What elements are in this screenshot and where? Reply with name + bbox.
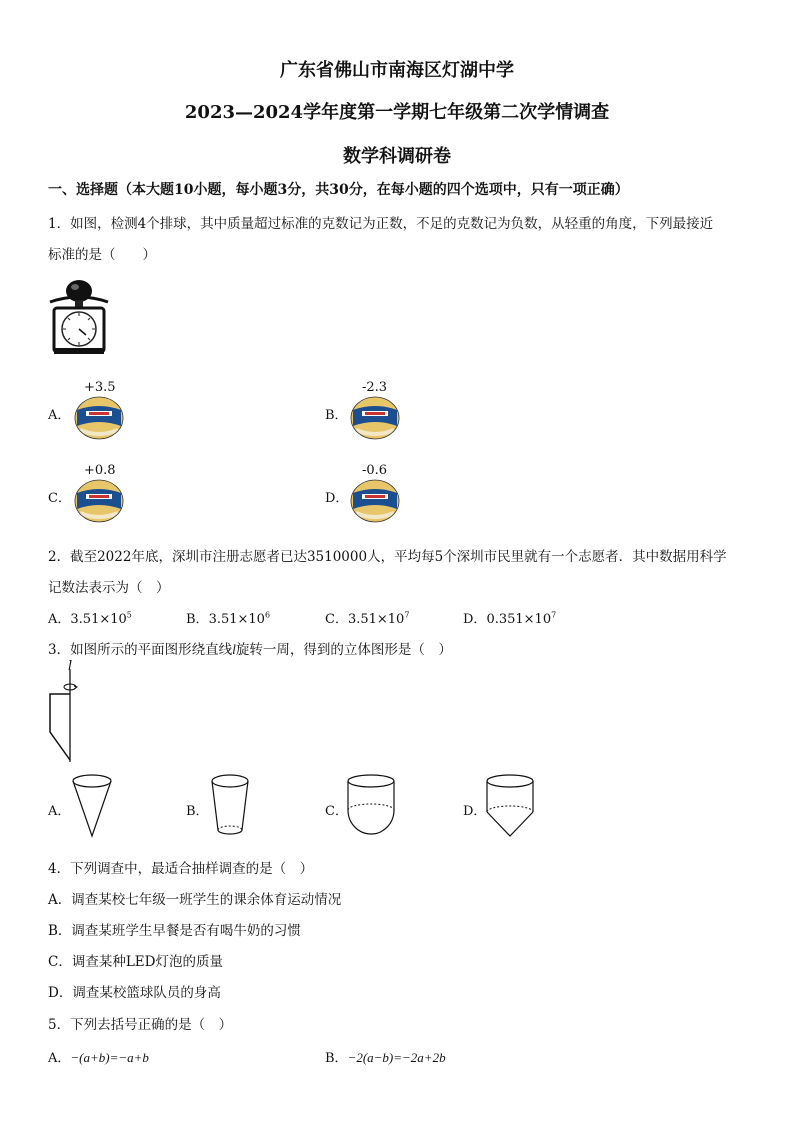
q5-option-a[interactable] [48,1047,149,1066]
q2-option-a-exp: 5 [126,610,132,620]
exam-title-subject: 数学科调研卷 [343,146,451,167]
q2-option-c-base: 3.51×10 [347,612,405,627]
q2-text-cont: 记数法表示为（ ） [48,580,170,596]
section-heading: 一、选择题（本大题10小题，每小题3分，共30分，在每小题的四个选项中，只有一项正确） [48,182,629,198]
scale-image [48,278,110,360]
cone-shape [70,772,114,844]
q2-option-b[interactable] [186,608,270,627]
q2-option-d-letter: D． [463,612,487,627]
q3-option-c-letter[interactable]: C． [325,804,348,819]
q5-option-b[interactable] [325,1047,446,1066]
q2-option-d[interactable] [463,608,556,627]
q1-option-a-letter[interactable]: A． [48,408,71,423]
q2-option-a[interactable] [48,608,132,627]
q2-option-c-exp: 7 [404,610,410,620]
q4-text: 4．下列调查中，最适合抽样调查的是（ ） [48,861,314,877]
q1-option-c-value: +0.8 [84,463,116,478]
axis-label: l [68,659,73,674]
q5-text: 5．下列去括号正确的是（ ） [48,1017,233,1033]
q4-option-d[interactable]: D．调查某校篮球队员的身高 [48,985,221,1001]
q3-option-d-letter[interactable]: D． [463,804,487,819]
q1-option-d-value: -0.6 [362,463,388,478]
q2-option-c-letter: C． [325,612,348,627]
q1-option-d-letter[interactable]: D． [325,491,349,506]
volleyball-icon [350,396,400,440]
q4-option-a[interactable]: A．调查某校七年级一班学生的课余体育运动情况 [48,892,342,908]
q5-option-a-expr: −(a+b)=−a+b [70,1050,149,1065]
q1-text-cont: 标准的是（ ） [48,247,156,263]
q2-option-d-exp: 7 [551,610,557,620]
q2-option-a-base: 3.51×10 [70,612,127,627]
q3-text-post: 旋转一周，得到的立体图形是（ ） [235,642,452,658]
q3-option-b-letter[interactable]: B． [186,804,209,819]
q5-option-a-letter: A． [48,1051,71,1066]
q2-option-a-letter: A． [48,612,71,627]
q2-option-d-base: 0.351×10 [486,612,552,627]
q3-option-a-letter[interactable]: A． [48,804,71,819]
exam-title-term: 2023—2024学年度第一学期七年级第二次学情调查 [184,102,610,123]
q2-option-b-exp: 6 [264,610,271,620]
q1-text: 1．如图，检测4个排球，其中质量超过标准的克数记为正数，不足的克数记为负数，从轻重的角度，下列最接近 [48,216,714,232]
q2-option-c[interactable] [325,608,409,627]
q4-option-b[interactable]: B．调查某班学生早餐是否有喝牛奶的习惯 [48,923,301,939]
q1-option-b-value: -2.3 [362,380,388,395]
volleyball-icon [74,396,124,440]
q3-text-pre: 3．如图所示的平面图形绕直线 [48,642,233,658]
q1-option-a-value: +3.5 [84,380,116,395]
q2-option-b-letter: B． [186,612,209,627]
q4-option-c[interactable]: C．调查某种LED灯泡的质量 [48,954,223,970]
rotation-figure [44,660,84,774]
q2-option-b-base: 3.51×10 [208,612,265,627]
q2-text: 2．截至2022年底，深圳市注册志愿者已达3510000人，平均每5个深圳市民里就有一个志愿者．其中数据用科学 [48,549,727,565]
volleyball-icon [350,479,400,523]
q3-text [48,638,452,658]
cylinder-hemisphere-shape [345,772,397,844]
q5-option-b-expr: −2(a−b)=−2a+2b [347,1050,446,1065]
q1-option-c-letter[interactable]: C． [48,491,71,506]
q5-option-b-letter: B． [325,1051,348,1066]
volleyball-icon [74,479,124,523]
q3-var: l [232,642,236,657]
frustum-shape [208,772,252,844]
exam-title-school: 广东省佛山市南海区灯湖中学 [280,60,514,81]
cylinder-cone-shape [484,772,536,844]
q1-option-b-letter[interactable]: B． [325,408,348,423]
